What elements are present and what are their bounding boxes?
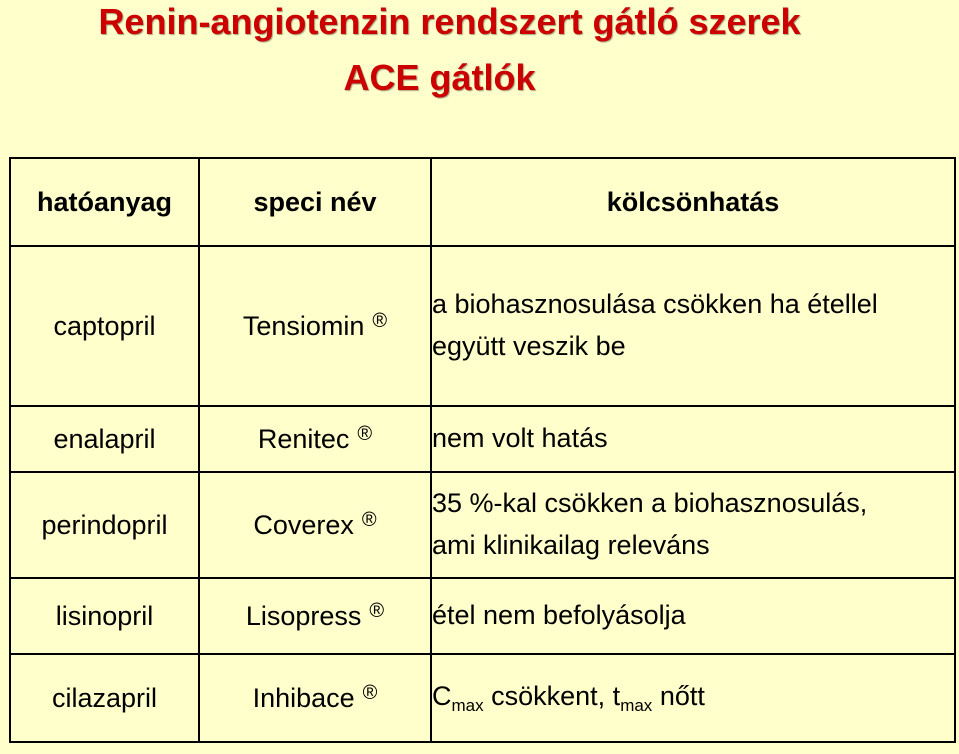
active-ingredient-cell: cilazapril: [10, 654, 199, 742]
header-brand-name: speci név: [199, 158, 431, 246]
table-row: [10, 578, 955, 654]
interaction-text-line2: ami klinikailag releváns: [432, 530, 710, 560]
table-row: [10, 246, 955, 406]
interaction-cell: nem volt hatás: [431, 406, 955, 472]
interaction-cell: [431, 654, 955, 742]
interaction-cell: [431, 246, 955, 406]
active-ingredient-cell: lisinopril: [10, 578, 199, 654]
registered-mark-icon: ®: [361, 509, 377, 531]
registered-mark-icon: ®: [369, 600, 385, 622]
brand-name-cell: [199, 578, 431, 654]
tmax-subscript: max: [620, 696, 653, 716]
active-ingredient-cell: captopril: [10, 246, 199, 406]
interaction-text-line2: együtt veszik be: [432, 331, 626, 361]
page-title: Renin-angiotenzin rendszert gátló szerek: [98, 1, 801, 42]
header-interaction: kölcsönhatás: [431, 158, 955, 246]
brand-name-cell: [199, 406, 431, 472]
brand-name: Coverex: [253, 510, 354, 540]
interaction-cell: étel nem befolyásolja: [431, 578, 955, 654]
active-ingredient-cell: perindopril: [10, 472, 199, 578]
brand-name: Renitec: [257, 424, 350, 454]
registered-mark-icon: ®: [372, 310, 388, 332]
cmax-subscript: max: [451, 696, 484, 716]
table-header-row: [10, 158, 955, 246]
brand-name-cell: [199, 246, 431, 406]
brand-name: Tensiomin: [242, 311, 365, 341]
brand-name: Lisopress: [245, 601, 362, 631]
registered-mark-icon: ®: [357, 423, 373, 445]
active-ingredient-cell: enalapril: [10, 406, 199, 472]
interaction-text-middle: csökkent, t: [483, 681, 621, 712]
table-row: [10, 654, 955, 742]
table-row: [10, 472, 955, 578]
registered-mark-icon: ®: [362, 682, 378, 704]
table-row: [10, 406, 955, 472]
interaction-text-end: nőtt: [652, 681, 705, 712]
interaction-text-line1: 35 %-kal csökken a biohasznosulás,: [432, 488, 868, 519]
interaction-cell: [431, 472, 955, 578]
interaction-text-line1: a biohasznosulása csökken ha étellel: [432, 289, 878, 320]
cmax-symbol: C: [432, 681, 452, 712]
brand-name: Inhibace: [252, 683, 355, 713]
ace-inhibitor-table: [9, 157, 956, 743]
brand-name-cell: [199, 654, 431, 742]
header-active-ingredient: hatóanyag: [10, 158, 199, 246]
page-subtitle: ACE gátlók: [343, 57, 536, 98]
brand-name-cell: [199, 472, 431, 578]
